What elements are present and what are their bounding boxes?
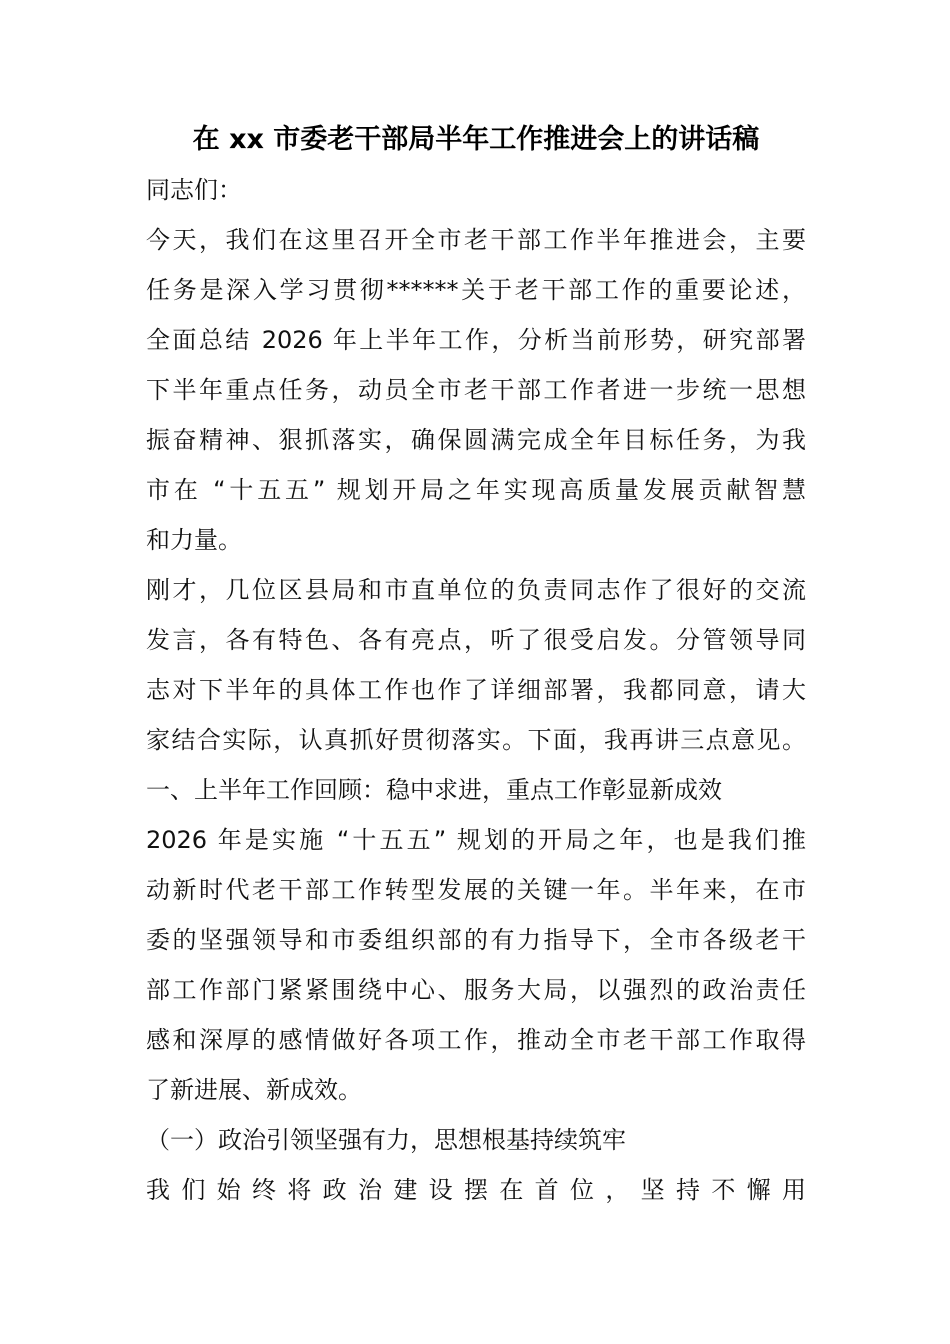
paragraph-line: 了新进展、新成效。 bbox=[146, 1076, 362, 1104]
paragraph-line: 下半年重点任务，动员全市老干部工作者进一步统一思想 bbox=[146, 376, 806, 404]
paragraph-line: 动新时代老干部工作转型发展的关键一年。半年来，在市 bbox=[146, 876, 806, 904]
paragraph-line: 委的坚强领导和市委组织部的有力指导下，全市各级老干 bbox=[146, 926, 806, 954]
document-title: 在 xx 市委老干部局半年工作推进会上的讲话稿 bbox=[192, 124, 760, 155]
paragraph-line: 部工作部门紧紧围绕中心、服务大局，以强烈的政治责任 bbox=[146, 976, 806, 1004]
section-heading-1: 一、上半年工作回顾：稳中求进，重点工作彰显新成效 bbox=[146, 776, 722, 804]
paragraph-line: 家结合实际，认真抓好贯彻落实。下面，我再讲三点意见。 bbox=[146, 726, 806, 754]
paragraph-line: 任务是深入学习贯彻******关于老干部工作的重要论述， bbox=[146, 276, 806, 304]
salutation: 同志们： bbox=[146, 176, 242, 204]
paragraph-line: 志对下半年的具体工作也作了详细部署，我都同意，请大 bbox=[146, 676, 806, 704]
paragraph-line: 和力量。 bbox=[146, 526, 242, 554]
paragraph-line: 2026 年是实施 “十五五” 规划的开局之年，也是我们推 bbox=[146, 826, 806, 854]
paragraph-line: 刚才，几位区县局和市直单位的负责同志作了很好的交流 bbox=[146, 576, 806, 604]
paragraph-line: 今天，我们在这里召开全市老干部工作半年推进会，主要 bbox=[146, 226, 806, 254]
paragraph-line: 全面总结 2026 年上半年工作，分析当前形势，研究部署 bbox=[146, 326, 806, 354]
paragraph-line: 我 们 始 终 将 政 治 建 设 摆 在 首 位 ， 坚 持 不 懈 用 bbox=[146, 1176, 806, 1204]
paragraph-line: 市在 “十五五” 规划开局之年实现高质量发展贡献智慧 bbox=[146, 476, 806, 504]
paragraph-line: 发言，各有特色、各有亮点，听了很受启发。分管领导同 bbox=[146, 626, 806, 654]
paragraph-line: 感和深厚的感情做好各项工作，推动全市老干部工作取得 bbox=[146, 1026, 806, 1054]
subsection-heading-1: （一）政治引领坚强有力，思想根基持续筑牢 bbox=[146, 1126, 626, 1154]
paragraph-line: 振奋精神、狠抓落实，确保圆满完成全年目标任务，为我 bbox=[146, 426, 806, 454]
